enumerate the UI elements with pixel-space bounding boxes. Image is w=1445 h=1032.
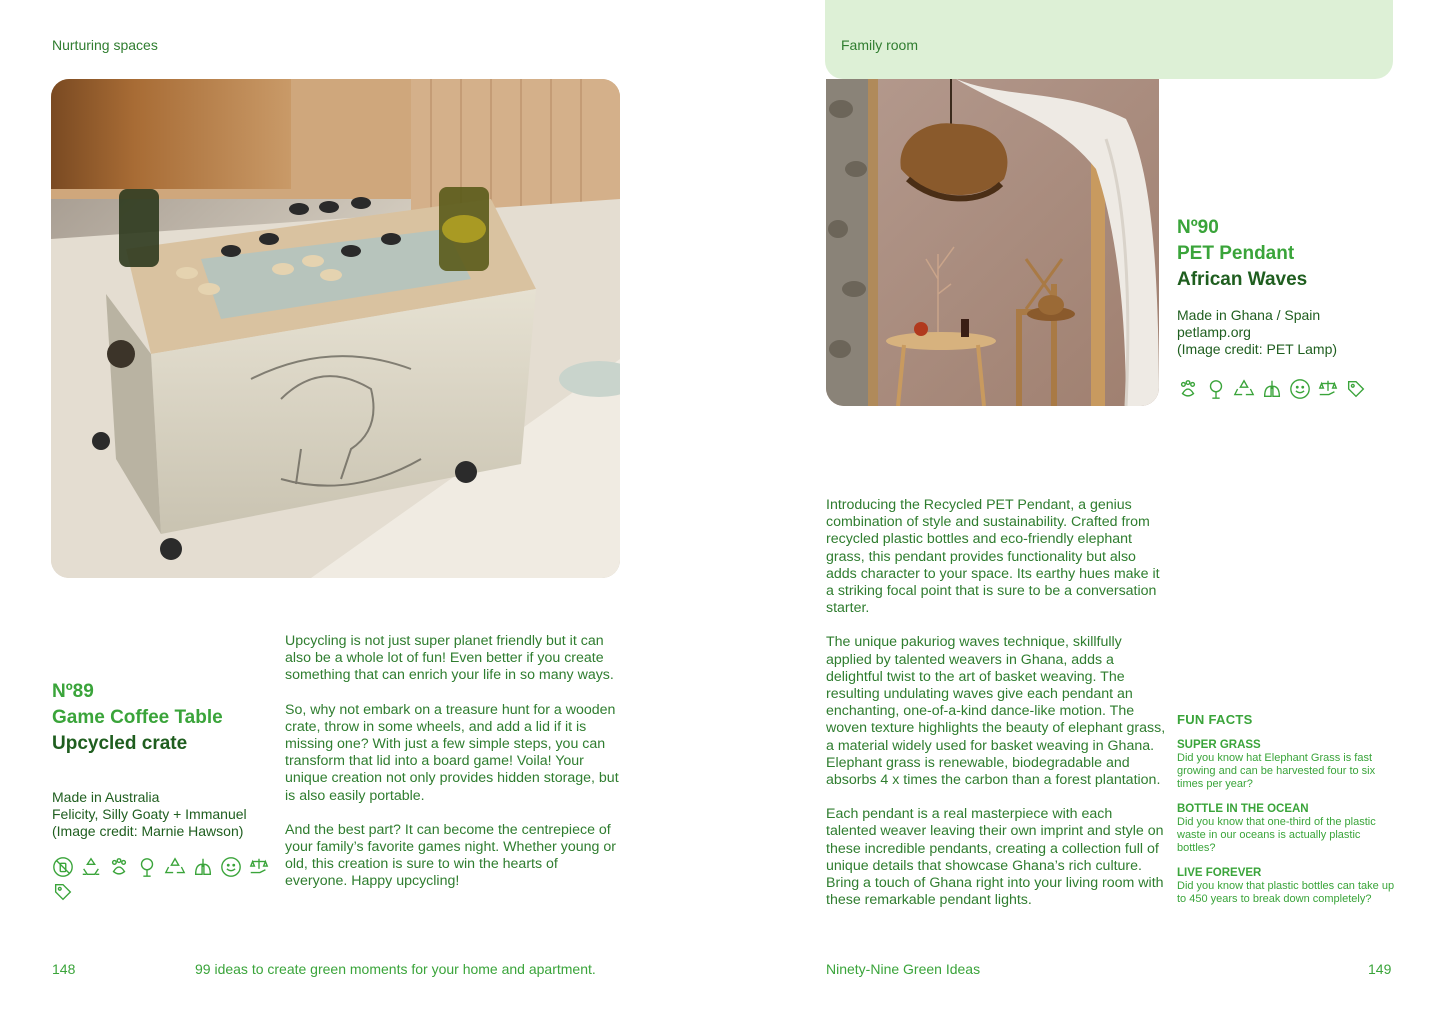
lungs-icon — [192, 856, 214, 878]
fact-heading: LIVE FOREVER — [1177, 867, 1262, 879]
website-text: petlamp.org — [1177, 324, 1251, 340]
item-meta — [52, 789, 282, 840]
paw-leaf-icon — [108, 856, 130, 878]
tree-icon — [1205, 378, 1227, 400]
body-paragraph: So, why not embark on a treasure hunt for a wooden crate, throw in some wheels, and add a lid if it is missing one? With just a few simple steps, you can transform that lid into a board game! Voila! Your unique creation not only provides hidden storage, but is also easily portable. — [285, 701, 619, 804]
recycle-hands-icon — [80, 856, 102, 878]
makers-text: Felicity, Silly Goaty + Immanuel — [52, 806, 247, 822]
item-number: Nº89 — [52, 681, 94, 702]
credit-text: (Image credit: Marnie Hawson) — [52, 823, 244, 839]
recycle-icon — [164, 856, 186, 878]
paw-leaf-icon — [1177, 378, 1199, 400]
lungs-icon — [1261, 378, 1283, 400]
running-head-right: Family room — [841, 37, 919, 53]
item-meta — [1177, 307, 1392, 358]
origin-text: Made in Australia — [52, 789, 160, 805]
page-number-left: 148 — [52, 961, 76, 977]
origin-text: Made in Ghana / Spain — [1177, 307, 1321, 323]
body-paragraph: The unique pakuriog waves technique, skillfully applied by talented weavers in Ghana, adds a delightful twist to the art of basket weaving. The resulting undulating waves give each pendant an enchanting, one-of-a-kind dance-like motion. The woven texture highlights the beauty of elephant grass, a material widely used for basket weaving in Ghana. Elephant grass is renewable, biodegradable and absorbs 4 x times the carbon than a forest plantation. — [826, 634, 1166, 789]
item-name: PET Pendant — [1177, 243, 1295, 264]
footer-text-right: Ninety-Nine Green Ideas — [826, 961, 981, 977]
scales-hand-icon — [1317, 378, 1339, 400]
price-tag-icon — [1345, 378, 1367, 400]
page-number-right: 149 — [1368, 961, 1392, 977]
body-paragraph: Introducing the Recycled PET Pendant, a genius combination of style and sustainability. Crafted from recycled plastic bottles and eco-friendly elephant grass, this pendant provides functionality but also adds character to your space. Its earthy hues make it a striking focal point that is sure to be a conversation starter. — [826, 497, 1160, 617]
fact-heading: SUPER GRASS — [1177, 739, 1261, 751]
no-waste-icon — [52, 856, 74, 878]
item-name: Game Coffee Table — [52, 707, 223, 728]
sustainability-icons-left — [52, 856, 272, 903]
pet-pendant-photo — [826, 79, 1159, 406]
crate-coffee-table-photo — [51, 79, 620, 578]
fact-heading: BOTTLE IN THE OCEAN — [1177, 803, 1309, 815]
running-head-left: Nurturing spaces — [52, 37, 158, 53]
smiley-icon — [220, 856, 242, 878]
body-paragraph: And the best part? It can become the centrepiece of your family’s favorite games night. Whether young or old, this creation is sure to win the hearts of everyone. Happy upcycling! — [285, 821, 616, 890]
recycle-icon — [1233, 378, 1255, 400]
body-paragraph: Each pendant is a real masterpiece with each talented weaver leaving their own imprint and style on these incredible pendants, creating a collection full of unique details that showcase Ghana’s rich culture. Bring a touch of Ghana right into your living room with these remarkable pendant lights. — [826, 806, 1164, 909]
item-number: Nº90 — [1177, 217, 1219, 238]
body-text-left — [285, 633, 620, 891]
footer-text-left: 99 ideas to create green moments for your home and apartment. — [195, 961, 596, 977]
price-tag-icon — [52, 881, 74, 903]
scales-hand-icon — [248, 856, 270, 878]
fact-text: Did you know that plastic bottles can take up to 450 years to break down completely? — [1177, 880, 1395, 905]
tree-icon — [136, 856, 158, 878]
fact-text: Did you know hat Elephant Grass is fast growing and can be harvested four to six times per year? — [1177, 752, 1376, 790]
body-text-right — [826, 497, 1166, 909]
smiley-icon — [1289, 378, 1311, 400]
item-subtitle: Upcycled crate — [52, 733, 188, 754]
body-paragraph: Upcycling is not just super planet friendly but it can also be a whole lot of fun! Even better if you create something that can enrich your life in so many ways. — [285, 633, 614, 684]
fun-facts-title: FUN FACTS — [1177, 712, 1253, 727]
fact-text: Did you know that one-third of the plastic waste in our oceans is actually plastic bottles? — [1177, 816, 1376, 854]
fun-facts-box — [1177, 712, 1395, 906]
sustainability-icons-right — [1177, 378, 1393, 400]
item-subtitle: African Waves — [1177, 269, 1308, 290]
credit-text: (Image credit: PET Lamp) — [1177, 341, 1338, 357]
